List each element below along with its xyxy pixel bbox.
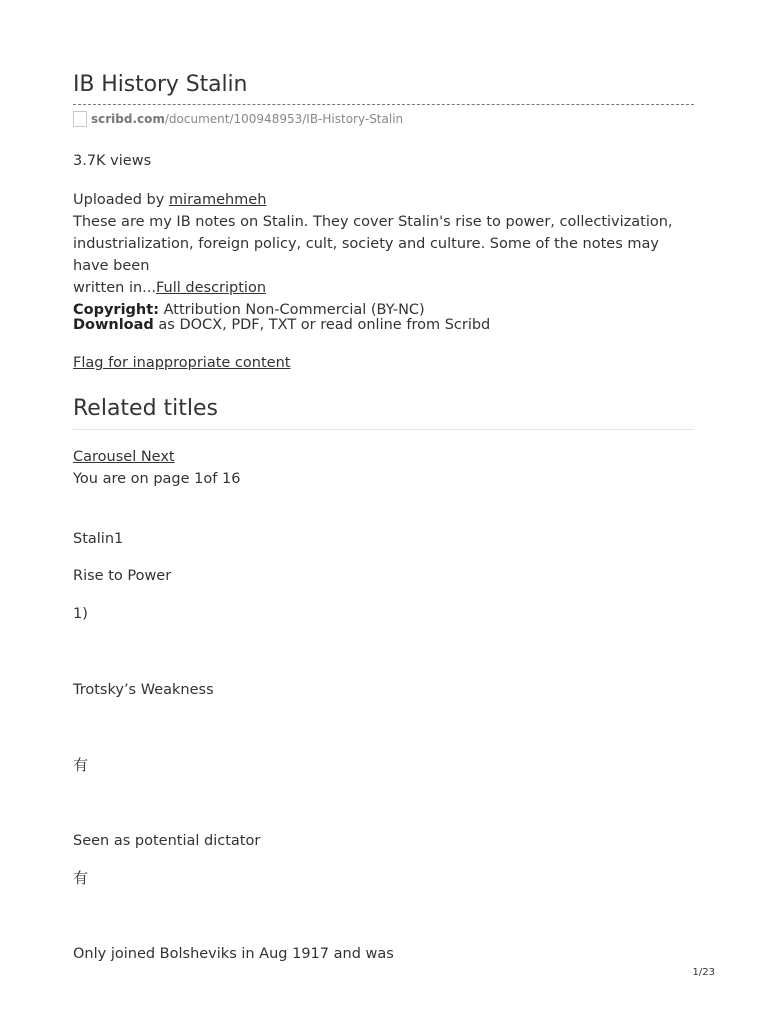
related-titles-heading: Related titles [73, 396, 219, 421]
copyright-label: Copyright: [73, 302, 159, 318]
copyright-value: Attribution Non-Commercial (BY-NC) [159, 302, 425, 318]
source-url[interactable] [73, 111, 403, 127]
document-title: IB History Stalin [73, 72, 248, 97]
flag-link[interactable]: Flag for inappropriate content [73, 355, 291, 371]
uploader-link[interactable]: miramehmeh [168, 192, 267, 208]
description-text: written in... [73, 280, 156, 296]
source-domain[interactable]: scribd.com [91, 112, 165, 126]
content-line: Rise to Power [73, 568, 172, 584]
view-count: 3.7K views [73, 153, 152, 169]
download-info [73, 314, 490, 336]
bullet-glyph: 有 [73, 756, 89, 774]
content-line: Trotsky’s Weakness [73, 682, 214, 698]
content-line: Seen as potential dictator [73, 833, 261, 849]
carousel-page-status: You are on page 1of 16 [73, 471, 241, 487]
full-description-link[interactable]: Full description [156, 280, 267, 296]
description-line: industrialization, foreign policy, cult, society and culture. Some of the notes may have been [73, 236, 659, 274]
carousel-next-link[interactable]: Carousel Next [73, 449, 175, 465]
description-line: These are my IB notes on Stalin. They cover Stalin's rise to power, collectivization, [73, 214, 673, 230]
source-path[interactable]: /document/100948953/IB-History-Stalin [164, 112, 404, 126]
title-divider [73, 104, 694, 105]
uploaded-by [73, 189, 266, 211]
content-line: Stalin1 [73, 531, 124, 547]
download-formats: as DOCX, PDF, TXT or read online from Scribd [153, 317, 491, 333]
content-line: Only joined Bolsheviks in Aug 1917 and was [73, 946, 394, 962]
description-line [73, 277, 694, 299]
favicon-icon [73, 111, 87, 127]
bullet-glyph: 有 [73, 869, 89, 887]
download-label: Download [73, 317, 154, 333]
description [73, 211, 694, 321]
content-line: 1) [73, 606, 88, 622]
page-indicator: 1/23 [692, 967, 715, 978]
uploaded-by-label: Uploaded by [73, 192, 169, 208]
section-divider [73, 429, 694, 430]
